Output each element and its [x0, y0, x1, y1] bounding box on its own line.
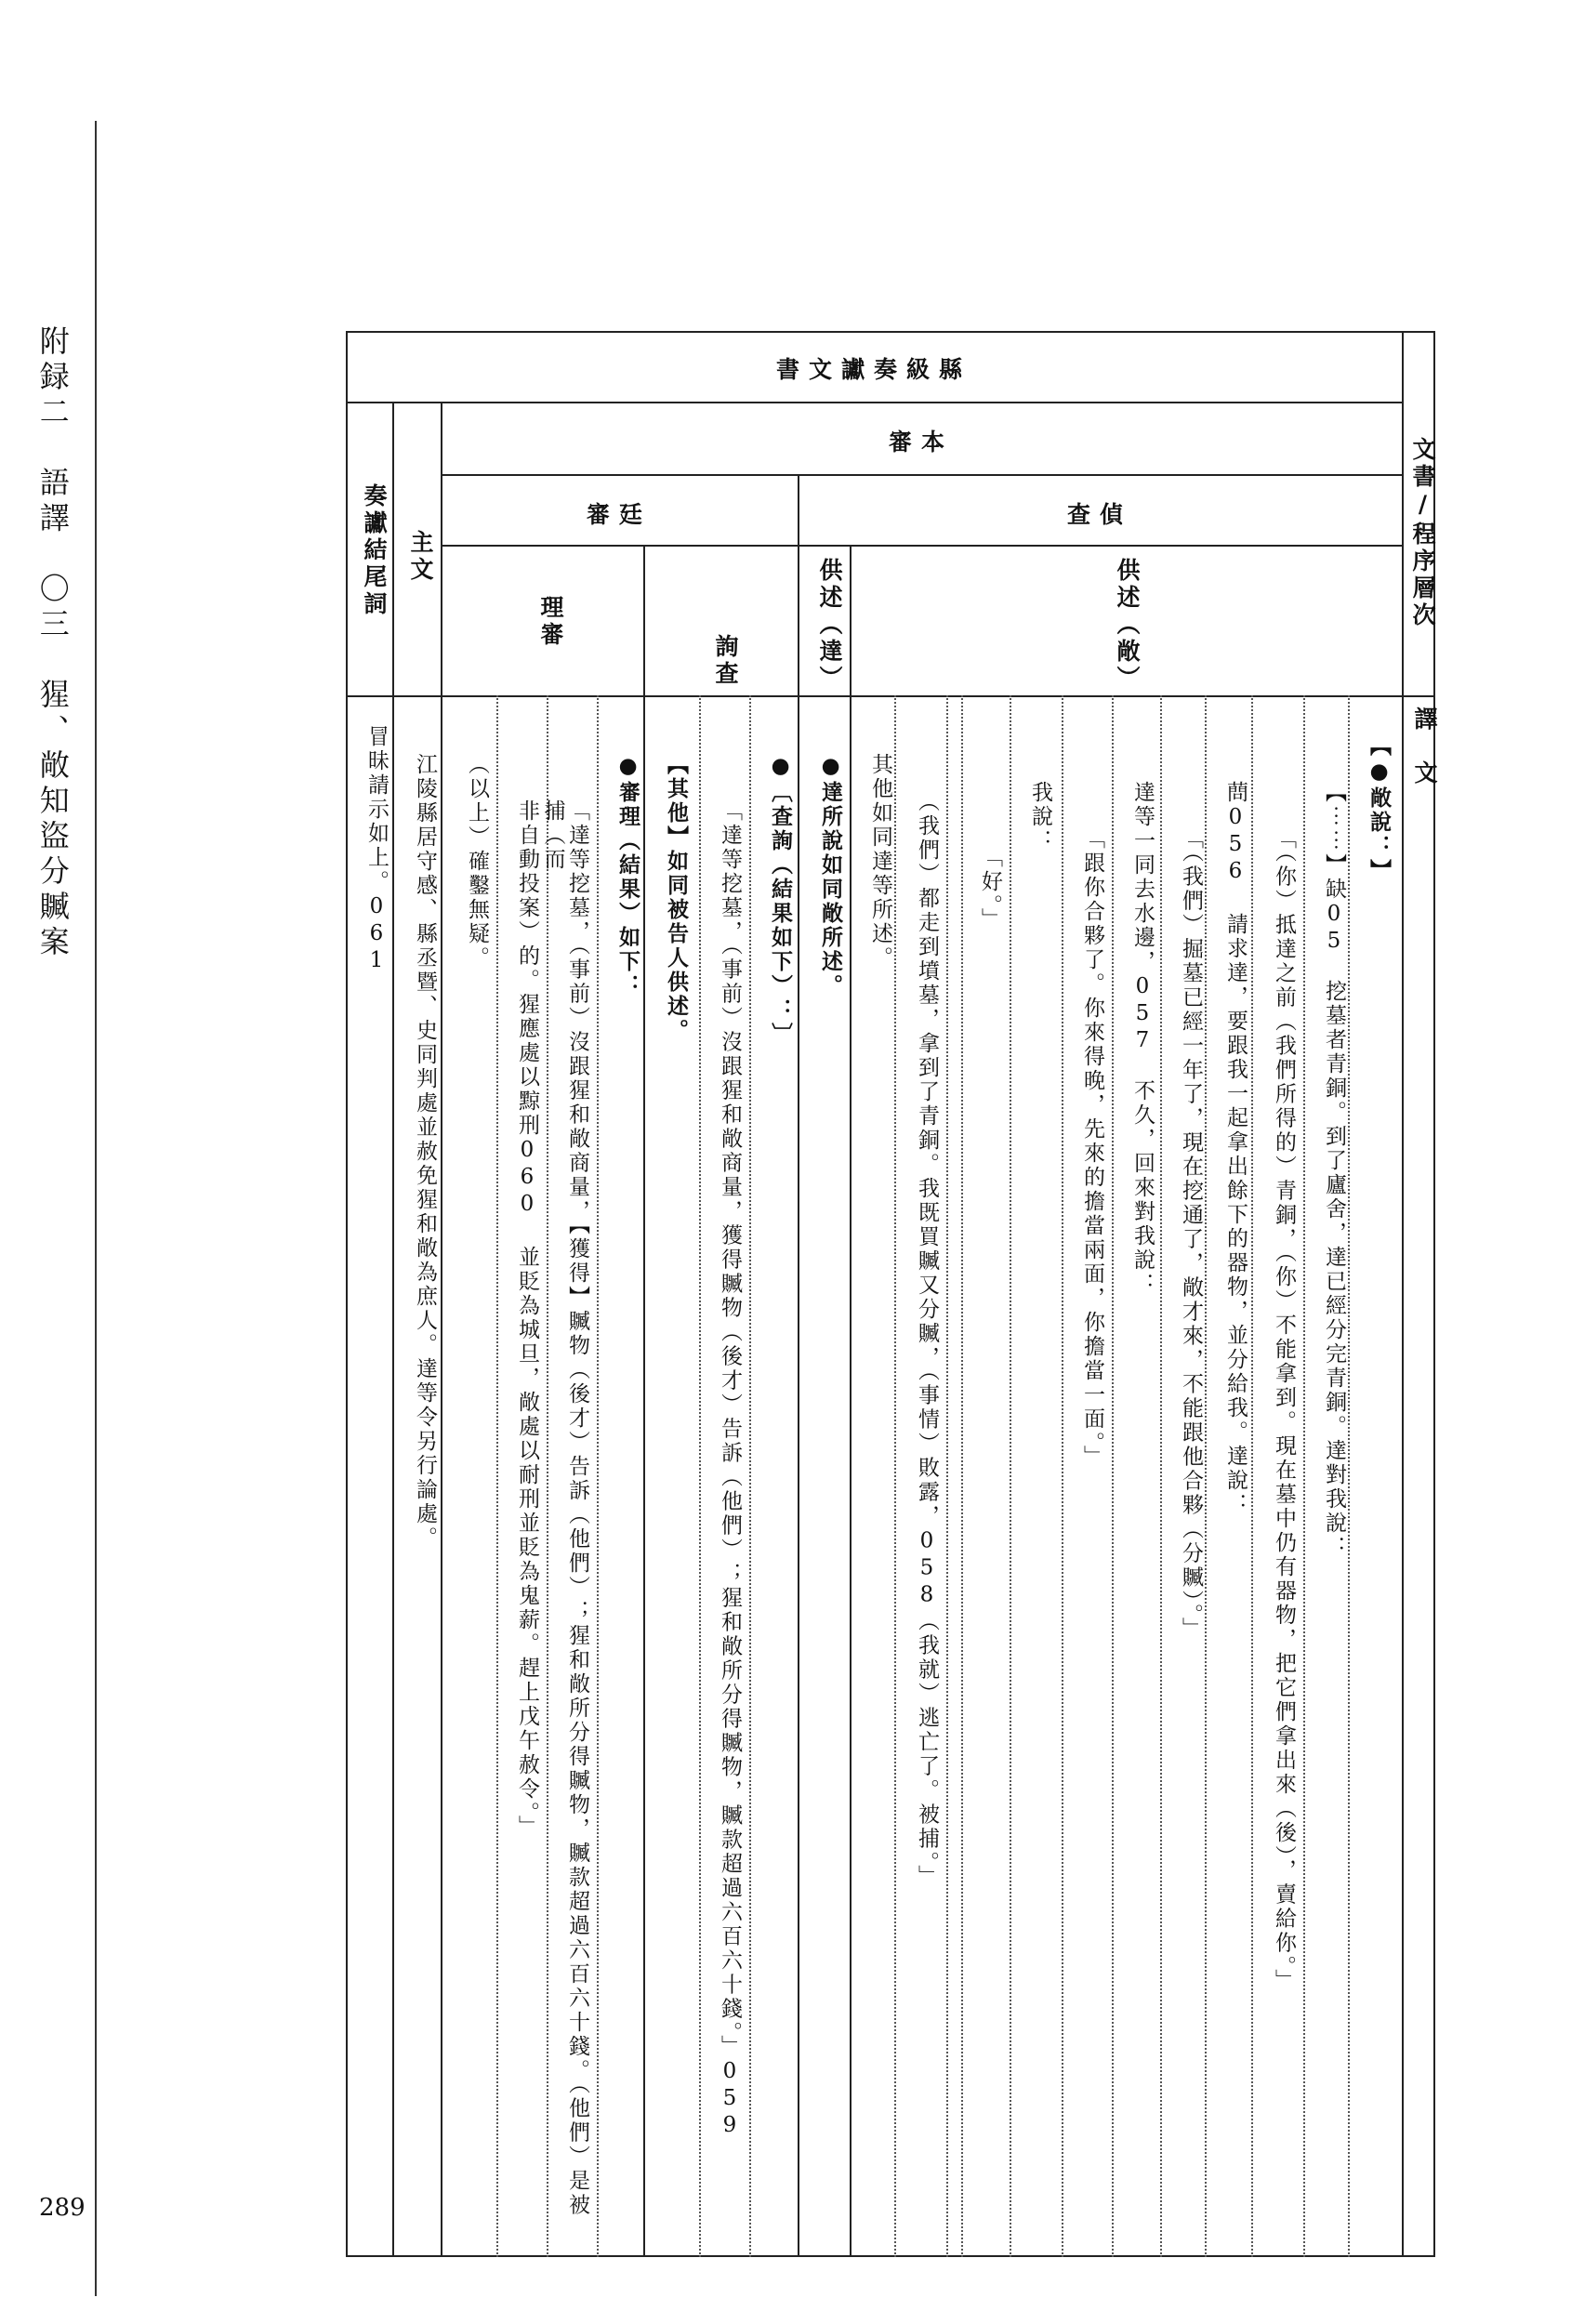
- running-head: 附録二 語譯 〇三 猩、敞知盜分贓案: [34, 325, 71, 961]
- text-column-23: 冒昧請示如上。061: [364, 725, 389, 975]
- text-column-19: 「達等挖墓，（事前）沒跟猩和敞商量，【獲得】贓物（後才）告訴（他們）；猩和敞所分得贓物，贓款超過六百六十錢。（他們）是被捕（而: [540, 799, 589, 2218]
- header-testimony-da: 供述（達）: [816, 558, 843, 693]
- rule-below-court-header: [441, 545, 1404, 547]
- page-number: 289: [39, 2194, 86, 2222]
- text-column-16: 「達等挖墓，（事前）沒跟猩和敞商量，獲得贓物（後才）告訴（他們）；猩和敞所分得贓物，贓款超過六百六十錢。」059: [718, 799, 742, 2140]
- text-column-6: 達等一同去水邊，057 不久，回來對我說：: [1130, 781, 1155, 1297]
- header-layer: 文書/程序層次: [1409, 437, 1436, 629]
- header-body-review: 本審: [888, 429, 954, 456]
- col-sep-11: [894, 695, 896, 2257]
- text-column-11: [948, 846, 959, 2240]
- header-translation: 譯 文: [1411, 706, 1438, 787]
- text-column-10: 「好。」: [978, 846, 1002, 932]
- col-sep-8: [1010, 695, 1011, 2257]
- header-testimony-chang: 供述（敞）: [1114, 558, 1141, 693]
- text-column-13: 其他如同達等所述。: [868, 753, 892, 971]
- rule-trial-inquiry: [643, 545, 645, 2257]
- header-document-title: 縣級奏讞文書: [775, 356, 971, 383]
- col-sep-4: [1205, 695, 1207, 2257]
- col-sep-15: [547, 695, 548, 2257]
- text-column-1: 【●敞說：】: [1366, 734, 1392, 883]
- text-column-8: 我說：: [1028, 781, 1052, 853]
- col-sep-6: [1112, 695, 1114, 2257]
- header-investigation: 偵查: [1066, 501, 1132, 528]
- rule-closing-main: [392, 402, 394, 2257]
- col-sep-9: [961, 695, 963, 2257]
- text-column-14: ●達所說如同敞所述。: [818, 753, 843, 998]
- col-sep-12: [749, 695, 751, 2257]
- col-sep-5: [1160, 695, 1162, 2257]
- header-court-review: 廷審: [586, 501, 652, 528]
- col-sep-3: [1251, 695, 1253, 2257]
- header-closing-formula: 奏讞結尾詞: [361, 483, 388, 618]
- text-column-5: 「（我們）掘墓已經一年了，現在挖通了，敞才來，不能跟他合夥（分贓）。」: [1179, 827, 1203, 1642]
- text-column-3: 「（你）抵達之前（我們所得的）青銅，（你）不能拿到。現在墓中仍有器物，把它們拿出來（後），賣給你。」: [1272, 827, 1296, 1993]
- col-sep-16: [496, 695, 498, 2257]
- rule-below-title: [346, 402, 1404, 403]
- header-main-text: 主文: [407, 530, 434, 584]
- text-column-17: 【其他】如同被告人供述。: [664, 753, 689, 1043]
- text-column-21: （以上）確鑿無疑。: [465, 753, 489, 971]
- header-trial: 理審: [537, 595, 564, 649]
- margin-rule: [95, 121, 97, 2296]
- col-sep-13: [699, 695, 701, 2257]
- rule-testimony-da: [850, 545, 852, 2257]
- rule-court-investigation: [798, 474, 799, 2257]
- col-sep-1: [1348, 695, 1350, 2257]
- text-column-12: （我們）都走到墳墓，拿到了青銅。我既買贓又分贓，（事情）敗露，058（我就）逃亡了。被捕。」: [915, 790, 939, 1889]
- text-column-4: 蔄056 請求達，要跟我一起拿出餘下的器物，並分給我。達說：: [1223, 781, 1248, 1517]
- rule-below-headers: [346, 695, 1435, 697]
- col-sep-2: [1303, 695, 1305, 2257]
- text-column-15: ●〔查詢（結果如下）：〕: [768, 753, 793, 1047]
- col-sep-7: [1062, 695, 1063, 2257]
- text-column-20: 非自動投案）的。猩應處以黥刑060 並貶為城旦，敞處以耐刑並貶為鬼薪。趕上戊午赦令。」: [515, 799, 539, 1840]
- col-sep-14: [597, 695, 599, 2257]
- rule-below-body-header: [441, 474, 1404, 476]
- header-inquiry: 詢查: [712, 634, 739, 688]
- text-column-2: 【⋯⋯】缺05 挖墓者青銅。到了廬舍，達已經分完青銅。達對我說：: [1322, 781, 1346, 1560]
- text-column-18: ●審理（結果）如下：: [615, 753, 640, 998]
- rule-main-body: [441, 402, 442, 2257]
- text-column-7: 「跟你合夥了。你來得晚，先來的擔當兩面，你擔當一面。」: [1080, 827, 1104, 1470]
- text-column-22: 江陵縣居守感、縣丞暨、史同判處並赦免猩和敞為庶人。達等令另行論處。: [413, 753, 437, 1551]
